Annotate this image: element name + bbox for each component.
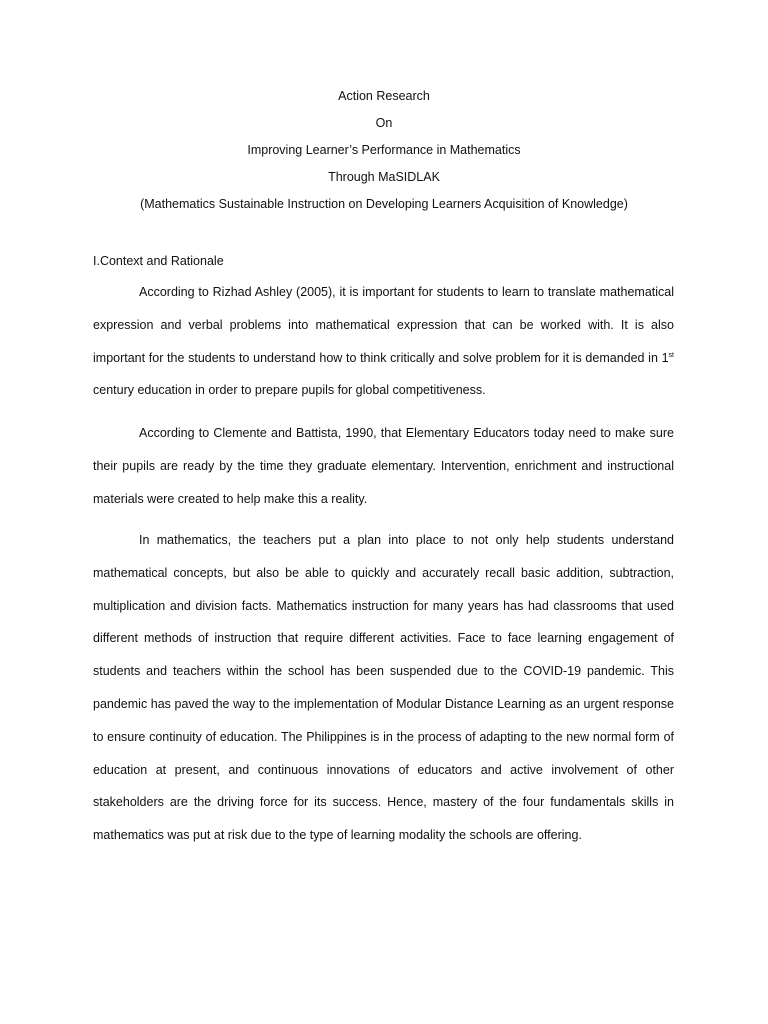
title-main: Improving Learner’s Performance in Mathematics xyxy=(247,143,521,157)
title-acronym-expansion: (Mathematics Sustainable Instruction on Developing Learners Acquisition of Knowledge) xyxy=(140,197,628,211)
paragraph-1 xyxy=(93,276,674,407)
title-block xyxy=(0,86,768,221)
title-action-research: Action Research xyxy=(338,89,430,103)
ordinal-superscript: st xyxy=(668,351,674,359)
title-on: On xyxy=(375,116,393,130)
title-through: Through MaSIDLAK xyxy=(328,170,440,184)
paragraph-1-text: According to Rizhad Ashley (2005), it is important for students to learn to translate mathematical expression and verbal problems into mathematical expression that can be worked with. It is also important for the students to understand how to think critically and solve problem for it is demanded in 1 xyxy=(93,285,674,365)
paragraph-2: According to Clemente and Battista, 1990, that Elementary Educators today need to make sure their pupils are ready by the time they graduate elementary. Intervention, enrichment and instructional materials were created to help make this a reality. xyxy=(93,426,674,506)
paragraph-3: In mathematics, the teachers put a plan into place to not only help students understand mathematical concepts, but also be able to quickly and accurately recall basic addition, subtraction, multiplication and division facts. Mathematics instruction for many years has had classrooms that used different methods of instruction that require different activities. Face to face learning engagement of students and teachers within the school has been suspended due to the COVID-19 pandemic. This pandemic has paved the way to the implementation of Modular Distance Learning as an urgent response to ensure continuity of education. The Philippines is in the process of adapting to the new normal form of education at present, and continuous innovations of educators and active involvement of other stakeholders are the driving force for its success. Hence, mastery of the four fundamentals skills in mathematics was put at risk due to the type of learning modality the schools are offering. xyxy=(93,533,674,843)
paragraph-1-text-end: century education in order to prepare pupils for global competitiveness. xyxy=(93,383,486,398)
section-heading: I.Context and Rationale xyxy=(93,254,224,268)
